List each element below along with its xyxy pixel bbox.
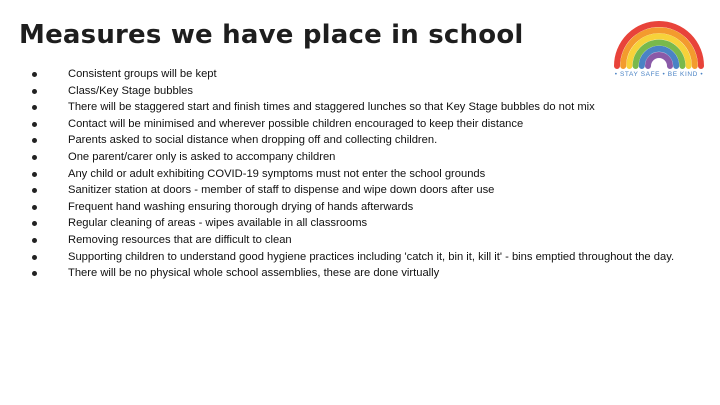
bullet-dot-icon: [32, 205, 37, 210]
bullet-dot-icon: [32, 221, 37, 226]
list-item-text: There will be no physical whole school assemblies, these are done virtually: [68, 267, 440, 280]
list-item: [30, 249, 690, 266]
bullet-dot-icon: [32, 138, 37, 143]
list-item-text: Class/Key Stage bubbles: [68, 84, 194, 97]
list-item: [30, 66, 690, 83]
list-item: [30, 166, 690, 183]
bullet-dot-icon: [32, 188, 37, 193]
list-item: [30, 149, 690, 166]
measures-list: [30, 66, 690, 282]
bullet-dot-icon: [32, 172, 37, 177]
list-item-text: Supporting children to understand good hygiene practices including 'catch it, bin it, kill it' - bins emptied throughout the day.: [68, 250, 675, 263]
list-item-text: Frequent hand washing ensuring thorough drying of hands afterwards: [68, 200, 414, 213]
rainbow-icon: [610, 12, 708, 70]
list-item-text: Sanitizer station at doors - member of staff to dispense and wipe down doors after use: [68, 184, 495, 197]
list-item-text: Contact will be minimised and wherever possible children encouraged to keep their distance: [68, 117, 524, 130]
list-item-text: Parents asked to social distance when dropping off and collecting children.: [68, 134, 438, 147]
list-item: [30, 265, 690, 282]
bullet-dot-icon: [32, 255, 37, 260]
list-item-text: Any child or adult exhibiting COVID-19 symptoms must not enter the school grounds: [68, 167, 486, 180]
list-item-text: One parent/carer only is asked to accompany children: [68, 150, 336, 163]
list-item-text: There will be staggered start and finish times and staggered lunches so that Key Stage bubbles do not mix: [68, 101, 595, 114]
list-item: [30, 83, 690, 100]
bullet-dot-icon: [32, 238, 37, 243]
bullet-dot-icon: [32, 72, 37, 77]
bullet-dot-icon: [32, 89, 37, 94]
bullet-dot-icon: [32, 155, 37, 160]
list-item: [30, 132, 690, 149]
rainbow-arc: [648, 55, 670, 66]
list-item-text: Regular cleaning of areas - wipes available in all classrooms: [68, 217, 368, 230]
list-item: [30, 116, 690, 133]
list-item: [30, 232, 690, 249]
list-item: [30, 99, 690, 116]
slide-title: Measures we have place in school: [19, 20, 524, 50]
list-item: [30, 199, 690, 216]
bullet-dot-icon: [32, 105, 37, 110]
list-item-text: Removing resources that are difficult to clean: [68, 233, 292, 246]
list-item-text: Consistent groups will be kept: [68, 68, 217, 80]
logo-motto: • STAY SAFE • BE KIND •: [614, 71, 704, 78]
list-item: [30, 215, 690, 232]
bullet-dot-icon: [32, 122, 37, 127]
list-item: [30, 182, 690, 199]
bullet-dot-icon: [32, 271, 37, 276]
